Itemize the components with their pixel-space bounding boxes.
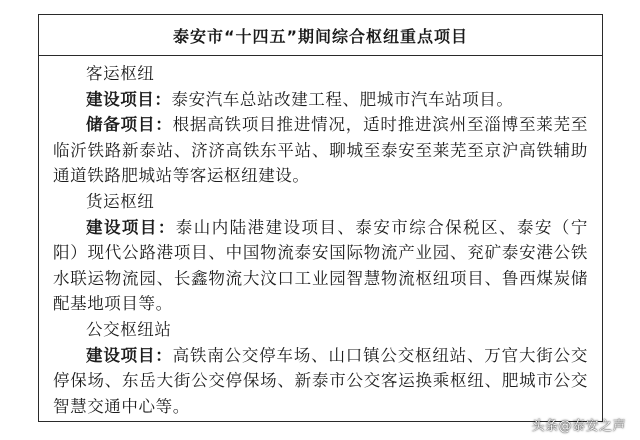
freight-construction-paragraph — [53, 215, 588, 317]
paragraph-text: 泰安汽车总站改建工程、肥城市汽车站项目。 — [171, 89, 514, 109]
bus-construction-paragraph — [53, 343, 588, 420]
passenger-construction-paragraph — [53, 87, 588, 113]
table-title: 泰安市“十四五”期间综合枢纽重点项目 — [172, 26, 469, 46]
paragraph-label: 储备项目： — [86, 115, 173, 135]
paragraph-text: 泰山内陆港建设项目、泰安市综合保税区、泰安（宁阳）现代公路港项目、中国物流泰安国际物流产业园、兖矿泰安港公铁水联运物流园、长鑫物流大汶口工业园智慧物流枢纽项目、鲁西煤炭储配基地项目等。 — [53, 217, 588, 314]
paragraph-text: 根据高铁项目推进情况，适时推进滨州至淄博至莱芜至临沂铁路新泰站、济济高铁东平站、聊城至泰安至莱芜至京沪高铁辅助通道铁路肥城站等客运枢纽建设。 — [53, 115, 588, 186]
paragraph-label: 建设项目： — [86, 345, 173, 365]
paragraph-text: 高铁南公交停车场、山口镇公交枢纽站、万官大街公交停保场、东岳大街公交停保场、新泰市公交客运换乘枢纽、肥城市公交智慧交通中心等。 — [53, 345, 588, 416]
source-watermark: 头条@泰安之声 — [531, 419, 626, 434]
table-header — [39, 15, 602, 56]
section-heading-passenger: 客运枢纽 — [86, 64, 155, 83]
table-body — [39, 56, 602, 419]
section-heading-bus: 公交枢纽站 — [86, 319, 172, 339]
section-heading-freight: 货运枢纽 — [86, 191, 155, 211]
paragraph-label: 建设项目： — [86, 89, 172, 109]
passenger-reserve-paragraph — [53, 112, 588, 189]
paragraph-label: 建设项目： — [86, 217, 176, 237]
project-table — [38, 14, 603, 422]
